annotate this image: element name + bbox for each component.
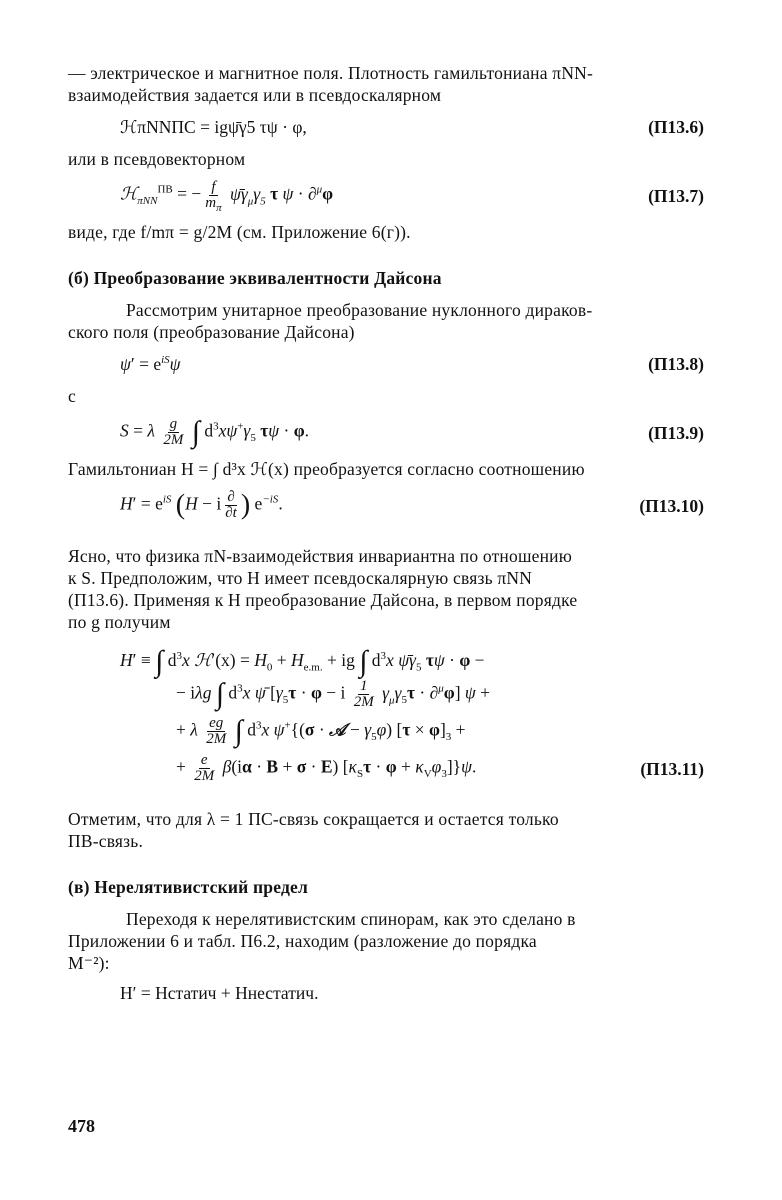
paragraph-7-line-2: к S. Предположим, что H имеет псевдоскалярную связь πNN (68, 568, 533, 588)
page-body (68, 62, 704, 1014)
equation-p13-8-body: $\psi' = e^{iS}\psi$ (120, 354, 181, 374)
paragraph-7-line-3: (П13.6). Применяя к H преобразование Дайсона, в первом порядке (68, 590, 578, 610)
paragraph-7-line-4: по g получим (68, 612, 171, 632)
page-number: 478 (68, 1116, 95, 1136)
paragraph-7-line-1: Ясно, что физика πN-взаимодействия инвариантна по отношению (68, 546, 572, 566)
paragraph-9-line-1: Переходя к нерелятивистским спинорам, как это сделано в (126, 908, 576, 929)
paragraph-1-line-1: — электрическое и магнитное поля. Плотность гамильтониана πNN- (68, 63, 594, 83)
equation-p13-7-body: ℋ$_{\pi NN}^{ПВ}$ = − $\frac{f}{m_\pi}$ $\psī\gamma_\mu\gamma_5$ τ ψ · ∂$^\mu$φ (120, 179, 334, 214)
section-heading-c: (в) Нерелятивистский предел (68, 876, 309, 897)
equation-number: (П13.7) (648, 185, 704, 206)
equation-p13-6-body: ℋπNNПС = igψ̄γ5 τψ · φ, (120, 117, 307, 137)
paragraph-8-line-1: Отметим, что для λ = 1 ПС-связь сокращается и остается только (68, 808, 559, 829)
equation-p13-10 (68, 490, 704, 521)
equation-h-prime (68, 982, 704, 1004)
paragraph-1-line-2: взаимодействия задается или в псевдоскалярном (68, 85, 442, 105)
paragraph-5: с (68, 386, 76, 406)
paragraph-6: Гамильтониан H = ∫ d³x ℋ(x) преобразуется согласно соотношению (68, 459, 585, 479)
paragraph-9-line-3: M⁻²): (68, 952, 110, 973)
paragraph-3: виде, где f/mπ = g/2M (см. Приложение 6(г)). (68, 222, 411, 242)
equation-p13-6 (68, 116, 704, 138)
equation-p13-9 (68, 417, 704, 448)
paragraph-2: или в псевдовекторном (68, 149, 246, 169)
equation-number: (П13.6) (648, 117, 704, 137)
equation-number: (П13.11) (640, 758, 704, 779)
equation-p13-8 (68, 353, 704, 375)
equation-p13-11-body: H′ ≡ ∫ $d^3x$ ℋ′(x) = $H_0 + H_{e.m.}$ + ig ∫ $d^3x$ $\psī\gamma_5$ τψ · φ − − iλg ∫ $d^3x$ ψ̄ [$\gamma_5\tau \cdot \varphi - i$ $\frac{1}{2M}$ $\gamma_\mu\gamma_5\tau \cdot \partial^\mu\varphi$] ψ + + λ $\frac{eg}{2M}$ ∫ $d^3x$ ψ+{(σ · 𝒜 − $\gamma_5\varphi$) $[\tau \times \varphi]_3$ + + $\frac{e}{2M}$ β(iα · B + σ · E) $[\kappa_S\tau \cdot \varphi + \kappa_V\varphi_3]\}\psi$. (120, 644, 491, 784)
paragraph-4-line-1: Рассмотрим унитарное преобразование нуклонного дираков- (126, 300, 593, 320)
equation-p13-9-body: S = λ $\frac{g}{2M}$ ∫ $d^3x\psi^+\gamma_5$ τψ · φ. (120, 415, 310, 449)
equation-p13-10-body: $H' = e^{iS}$ (H − i $\frac{\partial}{\partial t}$ ) $e^{-iS}$. (120, 489, 283, 521)
equation-h-prime-body: H′ = Hстатич + Hнестатич. (120, 982, 319, 1003)
section-heading-b: (б) Преобразование эквивалентности Дайсона (68, 268, 442, 288)
equation-number: (П13.9) (648, 422, 704, 443)
paragraph-9-line-2: Приложении 6 и табл. П6.2, находим (разложение до порядка (68, 930, 537, 951)
equation-p13-7 (68, 179, 704, 214)
equation-p13-11 (68, 643, 704, 790)
paragraph-4-line-2: ского поля (преобразование Дайсона) (68, 322, 355, 342)
equation-number: (П13.10) (639, 495, 704, 516)
equation-number: (П13.8) (648, 354, 704, 374)
paragraph-8-line-2: ПВ-связь. (68, 830, 144, 851)
